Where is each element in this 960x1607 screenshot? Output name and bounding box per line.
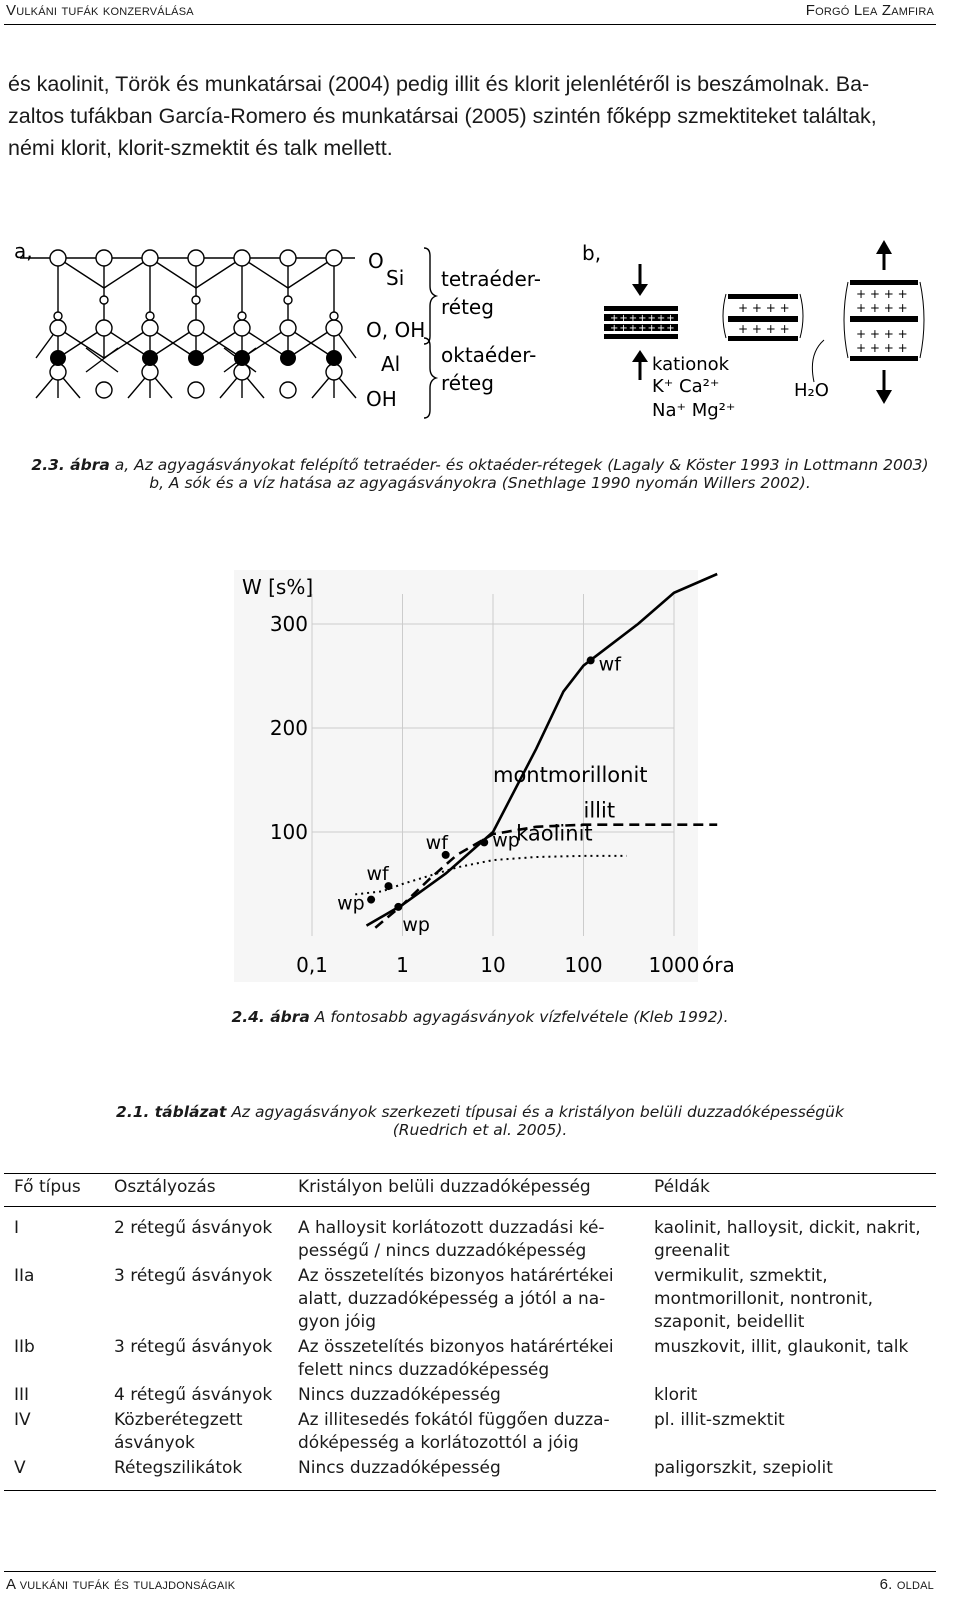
footer-right: 6. oldal [879, 1576, 934, 1593]
table-row [4, 1207, 936, 1264]
cell-class: 3 rétegű ásványok [114, 1337, 273, 1357]
swollen-layers [844, 280, 924, 361]
cell-swelling: Az összetelítés bizonyos határértékei alatt, duzzadóképesség a jótól a na- gyon jóig [298, 1266, 614, 1332]
cell-type: IV [14, 1410, 31, 1430]
arrow-up-icon [632, 350, 648, 380]
table-row [4, 1455, 936, 1491]
svg-text:+ + + +: + + + + [856, 341, 908, 355]
cell-swelling: A halloysit korlátozott duzzadási ké- pességű / nincs duzzadóképesség [298, 1218, 605, 1261]
point-label: wf [598, 653, 621, 676]
compressed-layers [604, 306, 678, 339]
cell-examples: pl. illit-szmektit [654, 1410, 785, 1430]
table-caption-line-2: (Ruedrich et al. 2005). [392, 1121, 568, 1139]
brace-tetra [424, 248, 436, 344]
intro-line-3: némi klorit, klorit-szmektit és talk mellett. [8, 136, 393, 160]
aluminium-atoms [50, 350, 342, 366]
label-o: O [368, 249, 384, 273]
series-label-kaolinit: kaolinit [516, 821, 593, 846]
intro-line-2: zaltos tufákban García-Romero és munkatársai (2005) szintén főképp szmektiteket találtak, [8, 104, 877, 128]
figure-2-3-caption [0, 456, 960, 492]
cell-class: 2 rétegű ásványok [114, 1218, 273, 1238]
y-tick-label: 200 [269, 716, 308, 740]
point-marker [587, 656, 595, 664]
cell-type: IIa [14, 1266, 35, 1286]
svg-text:+ + + +: + + + + [856, 327, 908, 341]
figure-2-4-chart [230, 566, 735, 986]
label-kationok: kationok [652, 354, 730, 375]
header-right: Forgó Lea Zamfira [805, 2, 934, 19]
cell-class: Közberétegzett ásványok [114, 1410, 243, 1453]
cell-type: III [14, 1385, 30, 1405]
table-body [4, 1207, 936, 1491]
x-tick-label: 0,1 [296, 953, 328, 977]
arrow-up-icon [876, 240, 892, 270]
cell-type: I [14, 1218, 20, 1238]
table-caption-line-1: Az agyagásványok szerkezeti típusai és a kristályon belüli duzzadóképességük [226, 1103, 844, 1121]
intro-paragraph [8, 68, 938, 164]
svg-text:+++++++: +++++++ [610, 323, 676, 334]
point-label: wp [337, 892, 365, 915]
footer-left: A vulkáni tufák és tulajdonságaik [6, 1576, 236, 1593]
svg-text:+ + + +: + + + + [738, 301, 790, 315]
cell-type: IIb [14, 1337, 35, 1357]
col-header-examples: Példák [644, 1174, 936, 1207]
point-label: wf [425, 831, 448, 854]
cell-examples: muszkovit, illit, glaukonit, talk [654, 1337, 909, 1357]
label-okta-1: oktaéder- [441, 343, 537, 367]
x-tick-label: 1 [396, 953, 409, 977]
cell-swelling: Az illitesedés fokától függően duzza- dóképesség a korlátozottól a jóig [298, 1410, 610, 1453]
table-caption [0, 1103, 960, 1139]
cell-class: 4 rétegű ásványok [114, 1385, 273, 1405]
label-o-oh: O, OH [366, 318, 426, 342]
label-si: Si [386, 266, 405, 290]
series-label-montmorillonit: montmorillonit [493, 763, 648, 788]
label-tetra-1: tetraéder- [441, 267, 541, 291]
table-header-row [4, 1174, 936, 1207]
y-tick-label: 300 [269, 612, 308, 636]
arrow-down-icon [876, 370, 892, 404]
point-marker [394, 903, 402, 911]
label-al: Al [381, 352, 401, 376]
h2o-pointer [812, 340, 824, 382]
cell-class: Rétegszilikátok [104, 1455, 288, 1491]
table-row [4, 1382, 936, 1407]
cell-examples: vermikulit, szmektit, montmorillonit, nontronit, szaponit, beidellit [654, 1266, 874, 1332]
point-label: wp [402, 913, 430, 936]
fig24-caption-number: 2.4. ábra [231, 1008, 310, 1026]
x-tick-label: 10 [480, 953, 506, 977]
y-tick-label: 100 [269, 820, 308, 844]
fig23-caption-number: 2.3. ábra [31, 456, 110, 474]
header-rule [4, 24, 936, 25]
label-okta-2: réteg [441, 371, 494, 395]
cell-examples: paligorszkit, szepiolit [644, 1455, 936, 1491]
label-tetra-2: réteg [441, 295, 494, 319]
x-axis-label: óra [702, 953, 735, 977]
cell-type: V [4, 1455, 104, 1491]
cell-swelling: Az összetelítés bizonyos határértékei felett nincs duzzadóképesség [298, 1337, 614, 1380]
brace-okta [424, 338, 436, 418]
clay-mineral-table [4, 1173, 936, 1491]
svg-text:+ + + +: + + + + [856, 301, 908, 315]
cell-examples: kaolinit, halloysit, dickit, nakrit, greenalit [654, 1218, 921, 1261]
point-label: wf [366, 863, 389, 886]
point-marker [367, 896, 375, 904]
x-tick-label: 1000 [648, 953, 700, 977]
expanded-layers [723, 294, 803, 341]
label-h2o: H₂O [794, 380, 829, 401]
table-caption-number: 2.1. táblázat [116, 1103, 227, 1121]
figure-2-3 [0, 230, 960, 430]
series-label-illit: illit [583, 798, 616, 823]
table-row [4, 1263, 936, 1334]
cell-swelling: Nincs duzzadóképesség [288, 1455, 644, 1491]
cell-class: 3 rétegű ásványok [114, 1266, 273, 1286]
table-row [4, 1407, 936, 1455]
label-oh: OH [366, 387, 397, 411]
col-header-class: Osztályozás [104, 1174, 288, 1207]
footer-rule [4, 1571, 936, 1572]
svg-text:+++++++: +++++++ [610, 313, 676, 324]
point-label: wp [492, 829, 520, 852]
arrow-down-icon [632, 264, 648, 296]
fig24-caption-text: A fontosabb agyagásványok vízfelvétele (Kleb 1992). [309, 1008, 729, 1026]
svg-text:+ + + +: + + + + [856, 287, 908, 301]
table-row [4, 1334, 936, 1382]
col-header-type: Fő típus [4, 1174, 104, 1207]
label-a: a, [14, 239, 33, 263]
label-k-ca: K⁺ Ca²⁺ [652, 376, 720, 397]
intro-line-1: és kaolinit, Török és munkatársai (2004) pedig illit és klorit jelenlétéről is beszámolnak. Ba- [8, 72, 870, 96]
label-b: b, [582, 241, 602, 265]
header-left: Vulkáni tufák konzerválása [6, 2, 194, 19]
figure-2-4-caption [0, 1008, 960, 1026]
svg-text:+ + + +: + + + + [738, 322, 790, 336]
fig23-caption-line-1: a, Az agyagásványokat felépítő tetraéder- és oktaéder-rétegek (Lagaly & Köster 1993 in Lottmann 2003) [109, 456, 929, 474]
fig23-caption-line-2: b, A sók és a víz hatása az agyagásványokra (Snethlage 1990 nyomán Willers 2002). [149, 474, 811, 492]
label-na-mg: Na⁺ Mg²⁺ [652, 400, 736, 421]
col-header-swelling: Kristályon belüli duzzadóképesség [288, 1174, 644, 1207]
chart-ylabel: W [s%] [242, 575, 314, 599]
x-tick-label: 100 [564, 953, 603, 977]
cell-examples: klorit [654, 1385, 698, 1405]
point-marker [480, 838, 488, 846]
cell-swelling: Nincs duzzadóképesség [298, 1385, 501, 1405]
